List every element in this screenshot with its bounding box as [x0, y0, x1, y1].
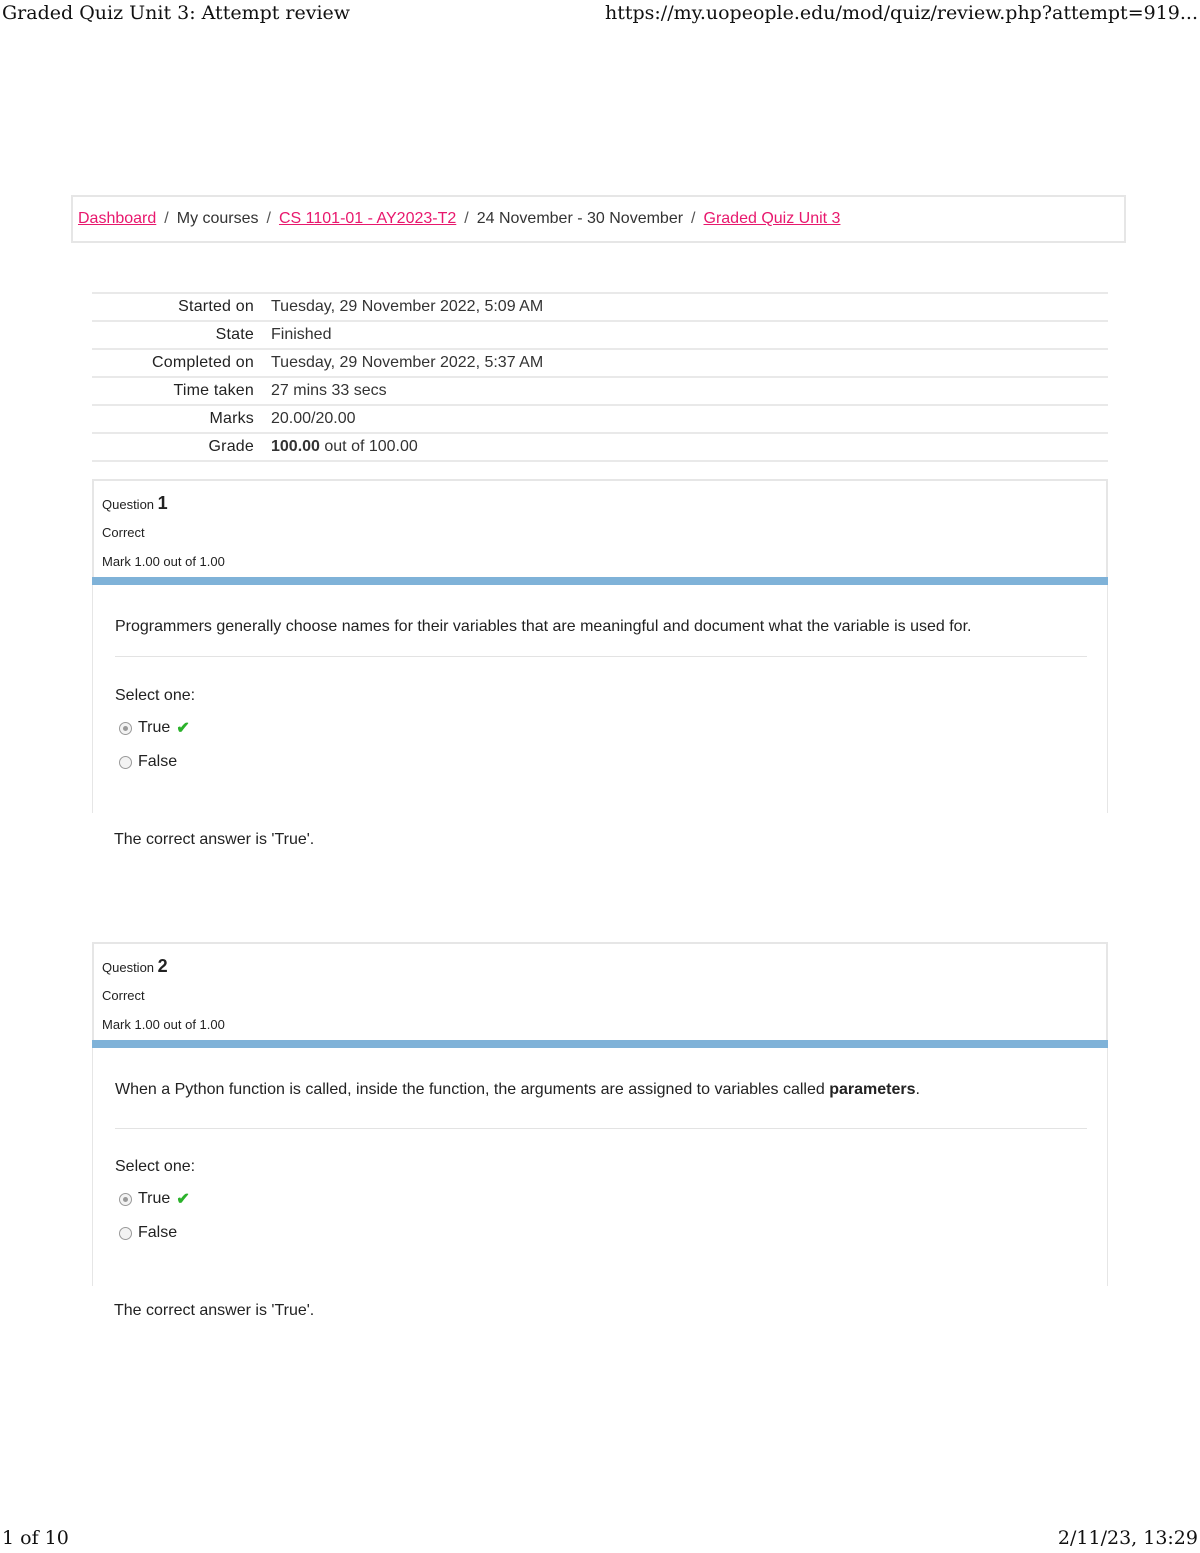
- grade-score: 100.00: [271, 438, 320, 455]
- question-2-info: [92, 942, 1108, 1040]
- question-2-prompt: Select one:: [115, 1158, 196, 1175]
- radio-selected-icon[interactable]: [119, 1193, 132, 1206]
- summary-label: Completed on: [151, 354, 254, 371]
- grade-out-of: out of 100.00: [319, 438, 418, 455]
- question-1-body: [92, 585, 1108, 813]
- summary-row-completed-on: [92, 349, 1108, 377]
- radio-unselected-icon[interactable]: [119, 1227, 132, 1240]
- breadcrumb-quiz-link[interactable]: Graded Quiz Unit 3: [703, 210, 841, 227]
- summary-row-grade: [92, 433, 1108, 461]
- summary-value: 20.00/20.00: [271, 410, 356, 427]
- question-1-option-true[interactable]: [119, 718, 190, 738]
- summary-label: Marks: [209, 410, 254, 427]
- breadcrumb-separator: /: [464, 210, 469, 227]
- question-text-part: When a Python function is called, inside the function, the arguments are assigned to variables called: [115, 1081, 830, 1098]
- question-2-option-true[interactable]: [119, 1189, 190, 1209]
- summary-value: [271, 433, 1108, 461]
- summary-label: Started on: [178, 298, 254, 315]
- summary-value: Tuesday, 29 November 2022, 5:09 AM: [271, 298, 544, 315]
- summary-value: Finished: [271, 326, 332, 343]
- option-label: True: [138, 1190, 171, 1207]
- question-2-body: [92, 1048, 1108, 1286]
- summary-label: Time taken: [173, 382, 254, 399]
- breadcrumb-week: 24 November - 30 November: [476, 210, 684, 227]
- print-page-number: 1 of 10: [2, 1527, 69, 1549]
- question-mark: Mark 1.00 out of 1.00: [102, 554, 225, 569]
- question-2-option-false[interactable]: [119, 1224, 177, 1242]
- question-1-rule: [115, 656, 1087, 657]
- breadcrumb: [71, 195, 1126, 243]
- question-number: 2: [157, 956, 168, 976]
- print-page-url: https://my.uopeople.edu/mod/quiz/review.php?attempt=919...: [604, 2, 1198, 24]
- print-datetime: 2/11/23, 13:29: [1057, 1527, 1198, 1549]
- checkmark-icon: ✔: [176, 1191, 190, 1208]
- radio-selected-icon[interactable]: [119, 722, 132, 735]
- attempt-summary-table: [92, 292, 1108, 462]
- question-1-feedback: The correct answer is 'True'.: [114, 831, 315, 848]
- summary-label: State: [215, 326, 254, 343]
- question-status: Correct: [102, 988, 145, 1003]
- question-label: Question: [102, 960, 155, 975]
- option-label: True: [138, 719, 171, 736]
- question-1-info: [92, 479, 1108, 577]
- breadcrumb-separator: /: [691, 210, 696, 227]
- summary-row-marks: [92, 405, 1108, 433]
- question-mark: Mark 1.00 out of 1.00: [102, 1017, 225, 1032]
- question-2-feedback: The correct answer is 'True'.: [114, 1302, 315, 1319]
- question-1-divider-bar: [92, 577, 1108, 585]
- breadcrumb-dashboard-link[interactable]: Dashboard: [78, 210, 157, 227]
- summary-label: Grade: [208, 438, 254, 455]
- option-label: False: [138, 1224, 178, 1241]
- question-2-rule: [115, 1128, 1087, 1129]
- summary-row-state: [92, 321, 1108, 349]
- print-footer: [0, 1527, 1200, 1549]
- breadcrumb-my-courses: My courses: [176, 210, 259, 227]
- question-1-prompt: Select one:: [115, 687, 196, 704]
- question-status: Correct: [102, 525, 145, 540]
- print-header: [0, 2, 1200, 24]
- print-page-title: Graded Quiz Unit 3: Attempt review: [2, 2, 351, 24]
- question-text-part: .: [915, 1081, 920, 1098]
- summary-value: 27 mins 33 secs: [271, 382, 387, 399]
- breadcrumb-course-link[interactable]: CS 1101-01 - AY2023-T2: [278, 210, 457, 227]
- radio-unselected-icon[interactable]: [119, 756, 132, 769]
- question-2-divider-bar: [92, 1040, 1108, 1048]
- question-2-text: [115, 1081, 920, 1099]
- question-number: 1: [157, 493, 168, 513]
- checkmark-icon: ✔: [176, 720, 190, 737]
- summary-row-time-taken: [92, 377, 1108, 405]
- question-1-text: Programmers generally choose names for their variables that are meaningful and document what the variable is used for.: [115, 618, 972, 635]
- question-text-bold: parameters: [829, 1081, 916, 1098]
- question-1-option-false[interactable]: [119, 753, 177, 771]
- summary-value: Tuesday, 29 November 2022, 5:37 AM: [271, 354, 544, 371]
- summary-row-started-on: [92, 293, 1108, 321]
- breadcrumb-separator: /: [266, 210, 271, 227]
- question-label: Question: [102, 497, 155, 512]
- breadcrumb-separator: /: [164, 210, 169, 227]
- option-label: False: [138, 753, 178, 770]
